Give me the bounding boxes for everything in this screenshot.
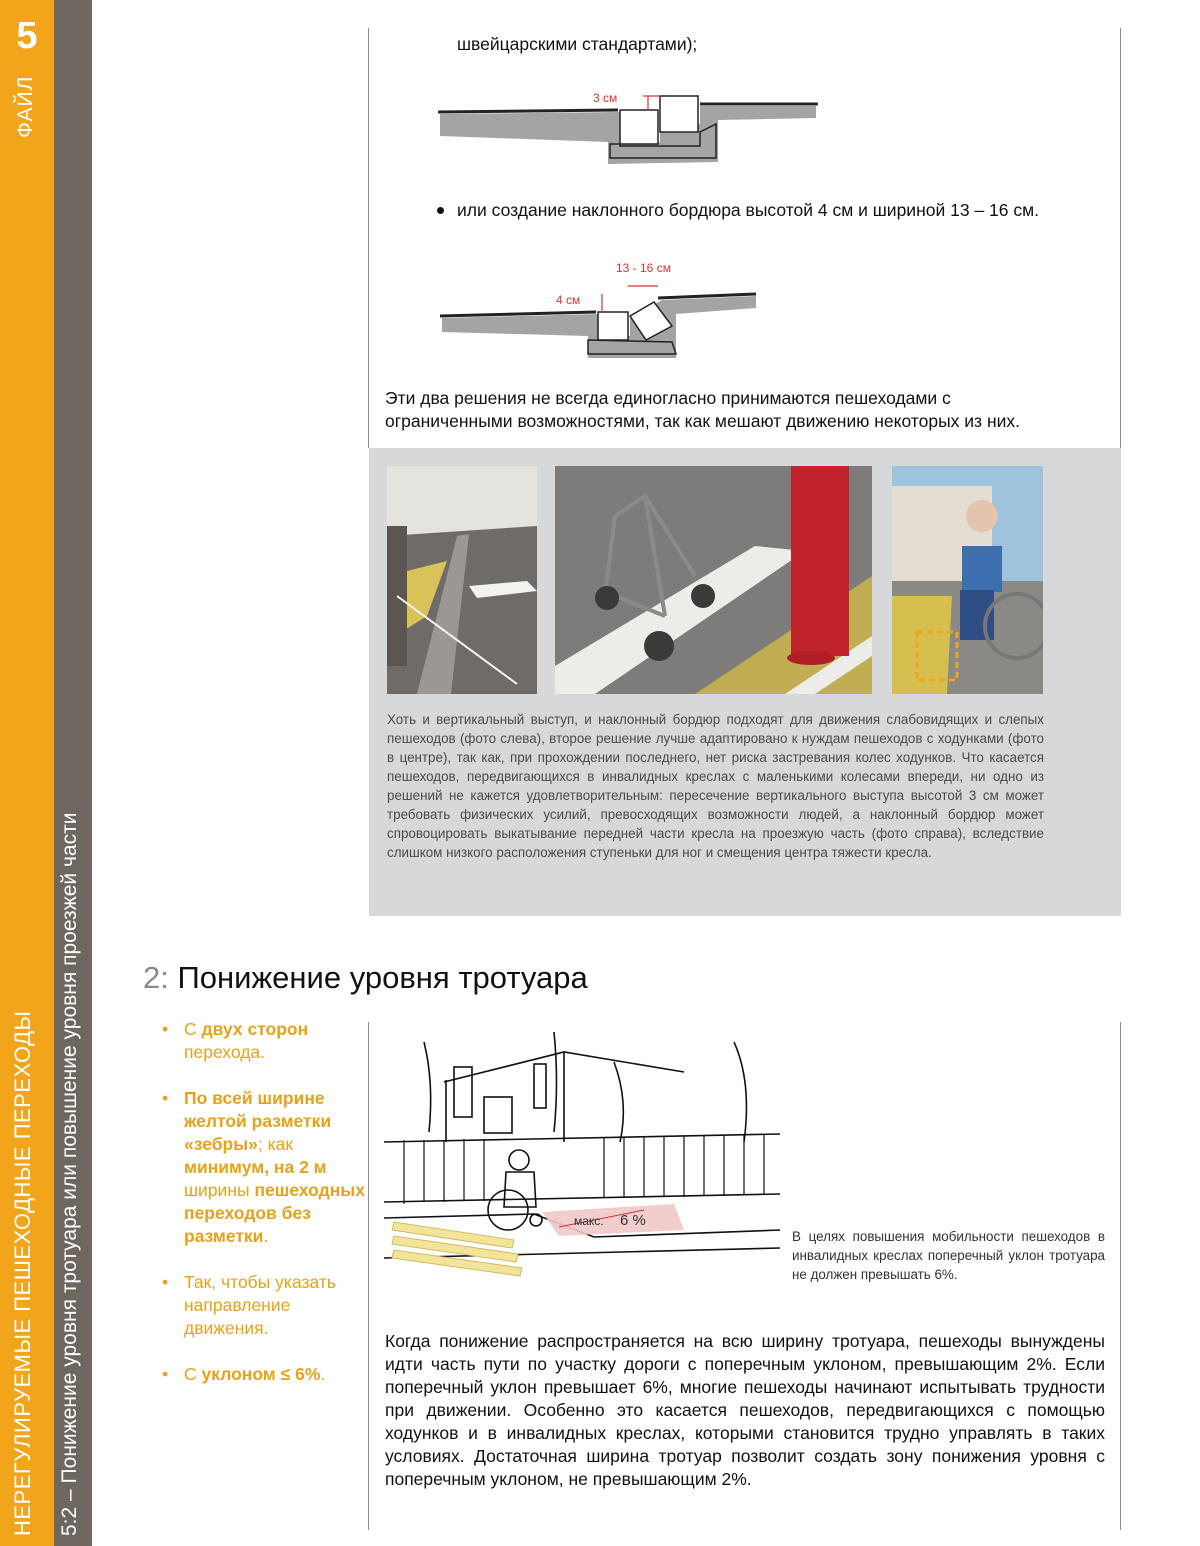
left-column-rule-lower: [368, 1022, 369, 1530]
list-item: • С двух сторон перехода.: [162, 1019, 309, 1062]
lowered-sidewalk-illustration: [384, 1022, 780, 1284]
solutions-paragraph-line2: ограниченными возможностями, так как мешают движению некоторых из них.: [385, 411, 1020, 431]
section-title-vertical: 5:2 – Понижение уровня тротуара или повышение уровня проезжей части: [58, 812, 81, 1536]
file-label: ФАЙЛ: [14, 75, 37, 138]
photo-blind-pedestrian: [387, 466, 537, 694]
file-number: 5: [16, 15, 38, 57]
slanted-curb-diagram: [440, 256, 760, 366]
right-column-rule-lower: [1120, 1022, 1121, 1530]
list-item: • По всей ширине желтой разметки «зебры»; как минимум, на 2 м ширины пешеходных переходов без разметки.: [162, 1088, 365, 1246]
photo-caption: Хоть и вертикальный выступ, и наклонный бордюр подходят для движения слабовидящих и слепых пешеходов (фото слева), второе решение лучше адаптировано к нуждам пешеходов с ходунками (фото в центре), так как, при прохождении последнего, нет риска застревания колес ходунков. Что касается пешеходов, передвигающихся в инвалидных креслах с маленькими колесами впереди, ни одно из решений не кажется удовлетворительным: пересечение вертикального выступа высотой 3 см может требовать физических усилий, превосходящих возможности людей, а наклонный бордюр может спровоцировать выкатывание передней части кресла на проезжую часть (фото справа), вследствие слишком низкого расположения ступеньки для ног и смещения центра тяжести кресла.: [387, 712, 1044, 860]
left-column-rule: [368, 28, 369, 448]
list-item: • С уклоном ≤ 6%.: [162, 1364, 326, 1384]
requirements-list: [160, 1018, 365, 1409]
continuation-line: швейцарскими стандартами);: [457, 34, 698, 54]
bullet-dot: [437, 207, 444, 214]
slope-label-prefix: макс.: [574, 1214, 604, 1228]
diagram2-height-label: 4 см: [556, 293, 581, 307]
bullet-slanted-curb: или создание наклонного бордюра высотой 4 см и шириной 13 – 16 см.: [457, 200, 1040, 220]
diagram1-dimension-label: 3 см: [593, 91, 618, 105]
photo-wheelchair-user: [892, 466, 1043, 694]
right-column-rule: [1120, 28, 1121, 448]
diagram2-width-label: 13 - 16 см: [616, 261, 671, 275]
illustration-caption: В целях повышения мобильности пешеходов в инвалидных креслах поперечный уклон тротуара не должен превышать 6%.: [792, 1229, 1105, 1282]
vertical-curb-diagram: [438, 84, 818, 174]
photo-walker-pedestrian: [555, 466, 872, 694]
section-heading-text: Понижение уровня тротуара: [177, 960, 588, 995]
solutions-paragraph-line1: Эти два решения не всегда единогласно принимаются пешеходами с: [385, 388, 951, 408]
list-item: • Так, чтобы указать направление движения.: [162, 1272, 336, 1338]
chapter-title: НЕРЕГУЛИРУЕМЫЕ ПЕШЕХОДНЫЕ ПЕРЕХОДЫ: [10, 1010, 35, 1536]
section-heading: [143, 960, 588, 996]
section-number: 2:: [143, 960, 169, 995]
slope-label-value: 6 %: [620, 1212, 646, 1229]
section2-body-paragraph: Когда понижение распространяется на всю ширину тротуара, пешеходы вынуждены идти часть пути по участку дороги с поперечным уклоном, превышающим 2%. Если поперечный уклон превышает 6%, многие пешеходы начинают испытывать трудности при движении. Особенно это касается пешеходов, передвигающихся с помощью ходунков и в инвалидных креслах, которыми становится трудно управлять в таких условиях. Достаточная ширина тротуар позволит создать зону понижения уровня с поперечным уклоном, не превышающим 2%.: [385, 1331, 1105, 1489]
